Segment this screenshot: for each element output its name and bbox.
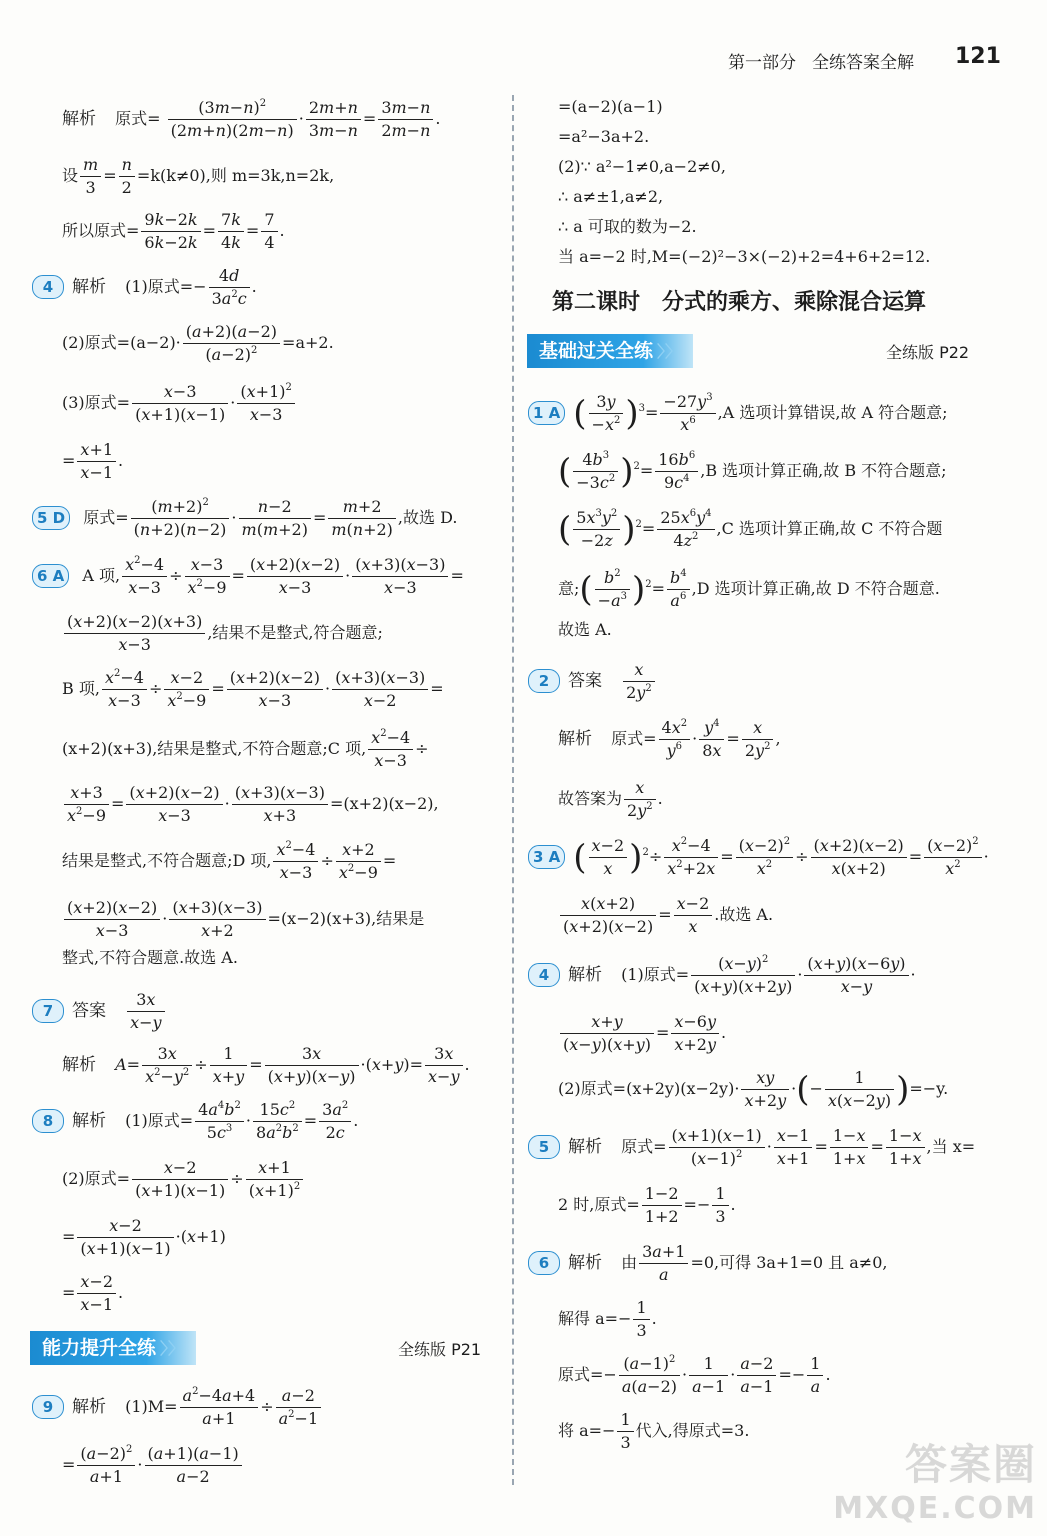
q9-line2: = $\frac{(a-2)^2}{a+1}$ · $\frac{(a+1)(a-1)}{a-2}$ [62, 1444, 244, 1487]
r-q1-line3: ( $\frac{5x^3y^2}{-2z}$ )$^2$= $\frac{25x^6y^4}{4z^2}$ ,C 选项计算正确,故 C 不符合题 [558, 508, 943, 550]
q4-line3: (3)原式= $\frac{x-3}{(x+1)(x-1)}$ · $\frac{(x+1)^2}{x-3}$ [62, 382, 297, 425]
q6-line6: 结果是整式,不符合题意;D 项, $\frac{x^2-4}{x-3}$ ÷ $\frac{x+2}{x^2-9}$ = [62, 840, 397, 882]
r-q4-line1: 4 解析 (1)原式= $\frac{(x-y)^2}{(x+y)(x+2y)}$ · $\frac{(x+y)(x-6y)}{x-y}$ · [528, 954, 916, 997]
page-header [720, 44, 1000, 74]
r-q4-line2: $\frac{x+y}{(x-y)(x+y)}$ = $\frac{x-6y}{x+2y}$ . [558, 1012, 726, 1055]
r-q6-line3: 原式=− $\frac{(a-1)^2}{a(a-2)}$ · $\frac{1}{a-1}$ · $\frac{a-2}{a-1}$ =− $\frac{1}{a}$ . [558, 1354, 831, 1396]
q7-answer: 7 答案 $\frac{3x}{x-y}$ [32, 990, 167, 1033]
lesson-title: 第二课时 分式的乘方、乘除混合运算 [552, 290, 927, 315]
r-q1-line1: 1 A ( $\frac{3y}{-x^2}$ )$^3$= $\frac{-27y^3}{x^6}$ ,A 选项计算错误,故 A 符合题意; [528, 392, 948, 435]
r-q5-number-badge: 5 [528, 1135, 560, 1159]
page-number: 121 [955, 44, 1001, 69]
header-part: 第一部分 [728, 53, 796, 73]
q9-line1: 9 解析 (1)M= $\frac{a^2-4a+4}{a+1}$ ÷ $\frac{a-2}{a^2-1}$ [32, 1386, 323, 1429]
q4-line1: 4 解析 (1)原式=− $\frac{4d}{3a^2c}$ . [32, 266, 257, 309]
r-q1-end: 故选 A. [558, 620, 612, 639]
r-q2-answer: 2 答案 $\frac{x}{2y^2}$ [528, 660, 657, 703]
banner-ability-ref: 全练版 P21 [398, 1340, 482, 1359]
r-q1-line4: 意;( $\frac{b^2}{-a^3}$ )$^2$= $\frac{b^4}{a^6}$ ,D 选项计算正确,故 D 不符合题意. [558, 568, 940, 610]
banner-basic: 基础过关全练 〉〉 [527, 334, 693, 368]
q8-line1: 8 解析 (1)原式= $\frac{4a^4b^2}{5c^3}$ · $\frac{15c^2}{8a^2b^2}$ = $\frac{3a^2}{2c}$ . [32, 1100, 358, 1143]
q6-number-badge: 6 A [32, 564, 69, 588]
r-q5-line1: 5 解析 原式= $\frac{(x+1)(x-1)}{(x-1)^2}$ · $\frac{x-1}{x+1}$ = $\frac{1-x}{1+x}$ = $\frac{1-x}{1+x}$ ,当 x= [528, 1126, 975, 1169]
q6-line7: $\frac{(x+2)(x-2)}{x-3}$ · $\frac{(x+3)(x-3)}{x+2}$ =(x−2)(x+3),结果是 [62, 898, 424, 941]
r-q4-line3: (2)原式=(x+2y)(x−2y)· $\frac{xy}{x+2y}$ ·(− $\frac{1}{x(x-2y)}$ )=−y. [558, 1068, 949, 1110]
q8-line2: (2)原式= $\frac{x-2}{(x+1)(x-1)}$ ÷ $\frac{x+1}{(x+1)^2}$ [62, 1158, 305, 1201]
q4-line2: (2)原式=(a−2)· $\frac{(a+2)(a-2)}{(a-2)^2}$ =a+2. [62, 322, 334, 364]
q3-analysis-line3: 所以原式= $\frac{9k-2k}{6k-2k}$ = $\frac{7k}{4k}$ = $\frac{7}{4}$ . [62, 210, 285, 252]
r-q6-number-badge: 6 [528, 1251, 560, 1275]
q6-line8: 整式,不符合题意.故选 A. [62, 948, 238, 967]
q6-line5: $\frac{x+3}{x^2-9}$ = $\frac{(x+2)(x-2)}{x-3}$ · $\frac{(x+3)(x-3)}{x+3}$ =(x+2)(x−2), [62, 783, 439, 826]
banner-basic-ref: 全练版 P22 [886, 343, 970, 362]
r-q3-line1: 3 A ( $\frac{x-2}{x}$ )$^2$÷ $\frac{x^2-4}{x^2+2x}$ = $\frac{(x-2)^2}{x^2}$ ÷ $\frac{(x+2)(x-2)}{x(x+2)}$ = $\frac{(x-2)^2}{x^2}$ · [528, 836, 989, 879]
r-line4: ∴ a≠±1,a≠2, [558, 187, 664, 206]
q8-line4: = $\frac{x-2}{x-1}$ . [62, 1272, 124, 1314]
r-q6-line1: 6 解析 由 $\frac{3a+1}{a}$ =0,可得 3a+1=0 且 a≠0, [528, 1242, 887, 1285]
site-watermark: 答案圈 MXQE.COM [833, 1440, 1037, 1526]
r-q1-line2: ( $\frac{4b^3}{-3c^2}$ )$^2$= $\frac{16b^6}{9c^4}$ ,B 选项计算正确,故 B 不符合题意; [558, 450, 947, 492]
q6-line1: 6 A A 项, $\frac{x^2-4}{x-3}$ ÷ $\frac{x-3}{x^2-9}$ = $\frac{(x+2)(x-2)}{x-3}$ · $\frac{(x+3)(x-3)}{x-3}$ = [32, 555, 464, 598]
r-q4-number-badge: 4 [528, 963, 560, 987]
r-line1: =(a−2)(a−1) [558, 97, 663, 116]
r-line6: 当 a=−2 时,M=(−2)²−3×(−2)+2=4+6+2=12. [558, 247, 931, 266]
column-divider [512, 95, 514, 1485]
q6-line3: B 项, $\frac{x^2-4}{x-3}$ ÷ $\frac{x-2}{x^2-9}$ = $\frac{(x+2)(x-2)}{x-3}$ · $\frac{(x+3)(x-3)}{x-2}$ = [62, 668, 444, 710]
q5-number-badge: 5 D [32, 506, 70, 530]
r-line3: (2)∵ a²−1≠0,a−2≠0, [558, 157, 726, 176]
q4-number-badge: 4 [32, 275, 64, 299]
banner-ability: 能力提升全练 〉〉 [30, 1331, 196, 1365]
q5-line: 5 D 原式= $\frac{(m+2)^2}{(n+2)(n-2)}$ · $\frac{n-2}{m(m+2)}$ = $\frac{m+2}{m(n+2)}$ ,故选 D. [32, 497, 457, 540]
q8-line3: = $\frac{x-2}{(x+1)(x-1)}$ ·(x+1) [62, 1216, 226, 1258]
q4-line4: = $\frac{x+1}{x-1}$ . [62, 440, 124, 482]
r-q3-line2: $\frac{x(x+2)}{(x+2)(x-2)}$ = $\frac{x-2}{x}$ .故选 A. [558, 894, 773, 937]
r-line2: =a²−3a+2. [558, 127, 650, 146]
q7-number-badge: 7 [32, 999, 64, 1023]
q6-line2: $\frac{(x+2)(x-2)(x+3)}{x-3}$ ,结果不是整式,符合题意; [62, 612, 383, 655]
r-q1-number-badge: 1 A [528, 401, 565, 425]
r-q5-line2: 2 时,原式= $\frac{1-2}{1+2}$ =− $\frac{1}{3}$ . [558, 1184, 736, 1226]
q8-number-badge: 8 [32, 1109, 64, 1133]
q7-analysis: 解析 A= $\frac{3x}{x^2-y^2}$ ÷ $\frac{1}{x+y}$ = $\frac{3x}{(x+y)(x-y)}$ ·(x+y)= $\frac{3x}{x-y}$ . [62, 1044, 470, 1086]
r-line5: ∴ a 可取的数为−2. [558, 217, 697, 236]
r-q6-line4: 将 a=− $\frac{1}{3}$ 代入,得原式=3. [558, 1410, 750, 1452]
r-q3-number-badge: 3 A [528, 845, 565, 869]
header-section: 全练答案全解 [812, 53, 914, 73]
q3-analysis-line1: 解析 原式= $\frac{(3m-n)^2}{(2m+n)(2m-n)}$ · $\frac{2m+n}{3m-n}$ = $\frac{3m-n}{2m-n}$ . [62, 98, 441, 140]
q6-line4: (x+2)(x+3),结果是整式,不符合题意;C 项, $\frac{x^2-4}{x-3}$ ÷ [62, 728, 429, 770]
r-q6-line2: 解得 a=− $\frac{1}{3}$ . [558, 1298, 657, 1340]
r-q2-end: 故答案为 $\frac{x}{2y^2}$ . [558, 778, 663, 820]
q3-analysis-line2: 设 $\frac{m}{3}$ = $\frac{n}{2}$ =k(k≠0),则 m=3k,n=2k, [62, 155, 335, 197]
r-q2-analysis: 解析 原式= $\frac{4x^2}{y^6}$ · $\frac{y^4}{8x}$ = $\frac{x}{2y^2}$ , [558, 718, 781, 760]
r-q2-number-badge: 2 [528, 669, 560, 693]
q9-number-badge: 9 [32, 1395, 64, 1419]
